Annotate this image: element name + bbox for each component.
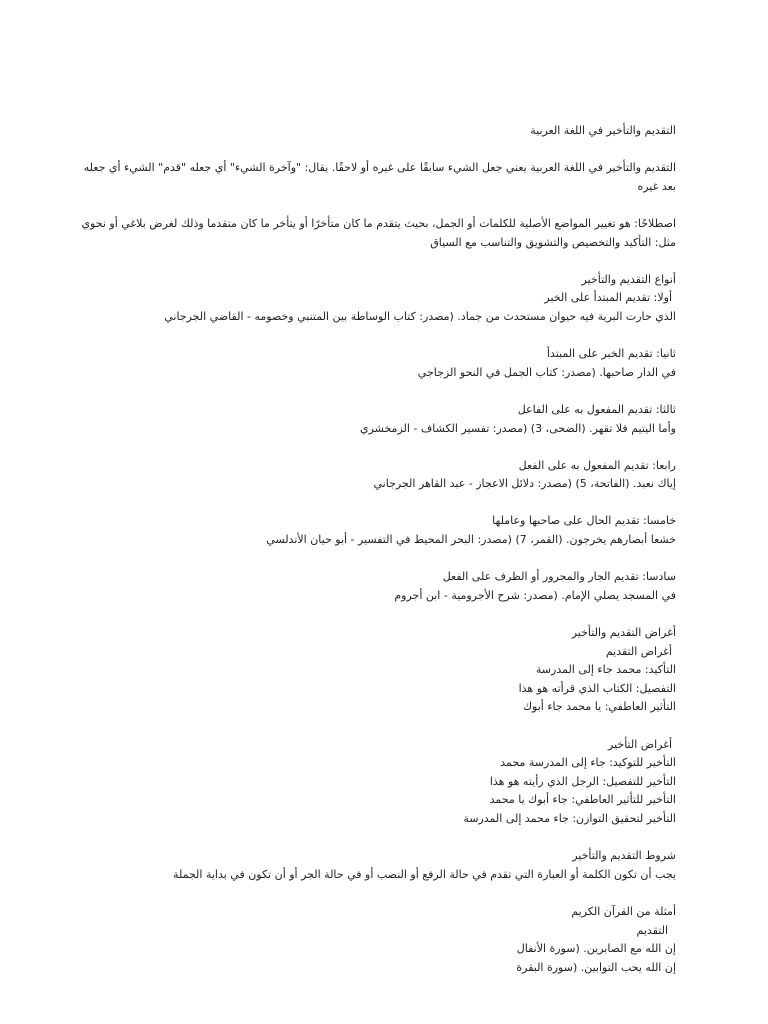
conditions-text: يجب أن تكون الكلمة أو العبارة التي تقدم في حالة الرفع أو النصب أو في حالة الجر أو أن تكون في بداية الجملة	[173, 867, 676, 881]
intro-paragraph: التقديم والتأخير في اللغة العربية يعني جعل الشيء سابقًا على غيره أو لاحقًا. يقال: "وآخرة الشيء" أي جعله "قدم" الشيء أي جعله بعد غيره	[83, 161, 676, 193]
takhir-heading: أغراض التأخير	[608, 737, 672, 751]
list-item: التأكيد: محمد جاء إلى المدرسة	[535, 663, 676, 677]
list-item: التأثير العاطفي: يا محمد جاء أبوك	[522, 700, 676, 714]
quran-subheading: التقديم	[636, 923, 668, 937]
type-title: سادسا: تقديم الجار والمجرور أو الظرف على الفعل	[442, 570, 676, 584]
conditions-heading: شروط التقديم والتأخير	[572, 849, 676, 863]
type-example: إياك نعبد. (الفاتحة، 5) (مصدر: دلائل الاعجاز - عبد القاهر الجرجاني	[373, 477, 676, 491]
type-example: وأما اليتيم فلا تقهر. (الضحى، 3) (مصدر: تفسير الكشاف - الزمخشري	[359, 421, 676, 435]
type-example: خشعا أبصارهم يخرجون. (القمر، 7) (مصدر: البحر المحيط في التفسير - أبو حيان الأندلسي	[266, 533, 676, 547]
type-title: رابعا: تقديم المفعول به على الفعل	[518, 458, 676, 472]
types-heading: أنواع التقديم والتأخير	[581, 272, 676, 286]
type-title: ثالثا: تقديم المفعول به على الفاعل	[517, 402, 676, 416]
definition-paragraph: اصطلاحًا: هو تغيير المواضع الأصلية للكلمات أو الجمل، بحيث يتقدم ما كان متأخرًا أو يتأخر ما كان متقدما وذلك لغرض بلاغي أو نحوي مثل: التأكيد والتخصيص والتشويق والتناسب مع السياق	[81, 216, 676, 249]
document-body	[76, 122, 676, 977]
list-item: التأخير للتأثير العاطفي: جاء أبوك يا محمد	[489, 793, 676, 807]
taqdim-heading: أغراض التقديم	[605, 644, 672, 658]
type-title: أولا: تقديم المبتدأ على الخبر	[544, 291, 672, 305]
list-item: إن الله مع الصابرين. (سورة الأنفال	[516, 942, 676, 956]
list-item: التفصيل: الكتاب الذي قرأته هو هذا	[518, 681, 676, 695]
list-item: التأخير للتوكيد: جاء إلى المدرسة محمد	[500, 756, 676, 770]
type-example: الذي حارت البرية فيه حيوان مستحدث من جماد. (مصدر: كتاب الوساطة بين المتنبي وخصومه - القاضي الجرجاني	[164, 309, 676, 323]
type-title: ثانيا: تقديم الخبر على المبتدأ	[546, 347, 676, 361]
list-item: التأخير لتحقيق التوازن: جاء محمد إلى المدرسة	[463, 811, 676, 825]
list-item: التأخير للتفصيل: الرجل الذي رأيته هو هذا	[489, 774, 676, 788]
type-example: في المسجد يصلي الإمام. (مصدر: شرح الأجرومية - ابن أجروم	[394, 588, 676, 602]
purposes-heading: أغراض التقديم والتأخير	[571, 626, 676, 640]
type-title: خامسا: تقديم الحال على صاحبها وعاملها	[492, 514, 676, 528]
type-example: في الدار صاحبها. (مصدر: كتاب الجمل في النحو الزجاجي	[417, 365, 676, 379]
quran-heading: أمثلة من القرآن الكريم	[571, 904, 676, 918]
document-title: التقديم والتأخير في اللغة العربية	[530, 124, 676, 137]
list-item: إن الله يحب التوابين. (سورة البقرة	[516, 960, 676, 974]
